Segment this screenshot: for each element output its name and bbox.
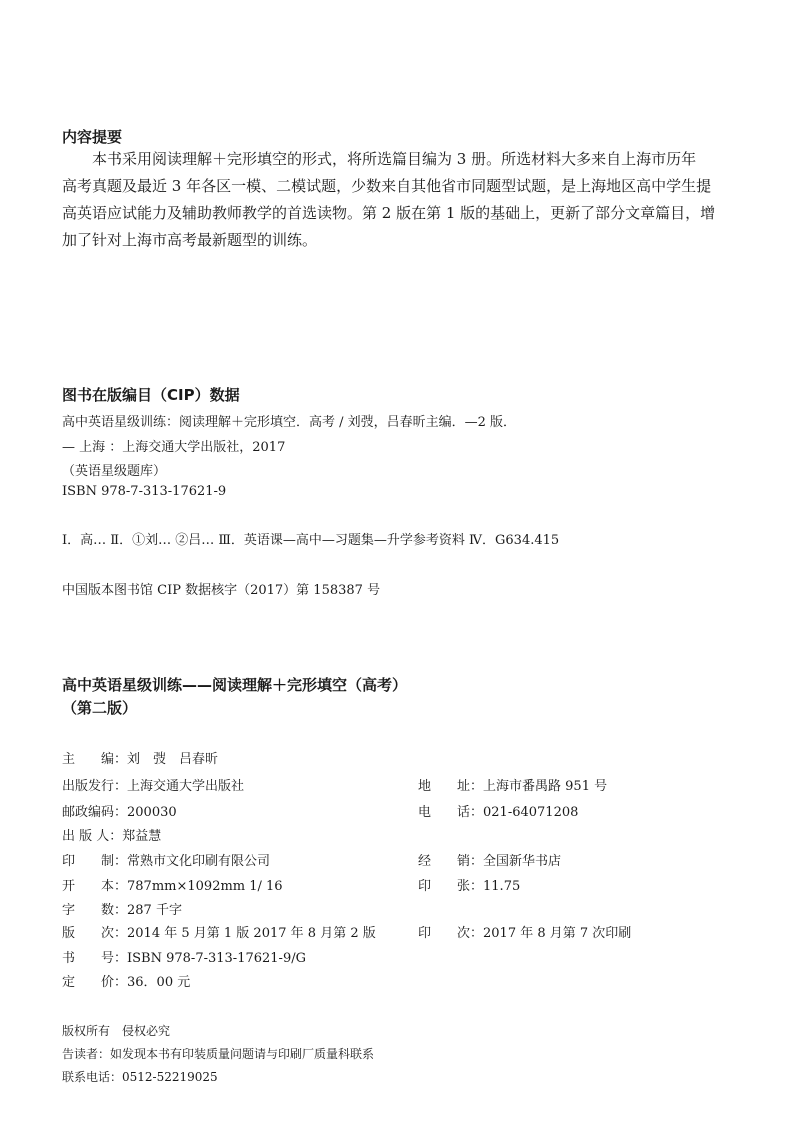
- field-label: 出 版 人：: [62, 829, 123, 844]
- book-edition: （第二版）: [62, 699, 138, 717]
- colophon-print-times: [418, 922, 631, 941]
- field-value: 36．00 元: [127, 975, 191, 990]
- colophon-distributor: [418, 850, 561, 869]
- colophon-editors: [62, 748, 218, 767]
- field-label: 电 话：: [418, 805, 484, 820]
- summary-line: 高英语应试能力及辅助教师教学的首选读物。第 2 版在第 1 版的基础上，更新了部分文章篇目，增: [62, 204, 716, 222]
- colophon-price: [62, 971, 190, 990]
- colophon-printer: [62, 850, 270, 869]
- colophon-publisher: [62, 775, 244, 794]
- colophon-publisher-person: [62, 825, 161, 844]
- cip-line-series: （英语星级题库）: [62, 464, 167, 479]
- field-label: 主 编：: [62, 752, 128, 767]
- field-value: 200030: [127, 805, 177, 820]
- field-label: 版 次：: [62, 926, 128, 941]
- field-label: 地 址：: [418, 779, 484, 794]
- book-title: 高中英语星级训练——阅读理解＋完形填空（高考）: [62, 676, 408, 694]
- cip-line-isbn: ISBN 978-7-313-17621-9: [62, 484, 227, 499]
- field-value: 2014 年 5 月第 1 版 2017 年 8 月第 2 版: [127, 926, 376, 941]
- summary-line: 本书采用阅读理解＋完形填空的形式，将所选篇目编为 3 册。所选材料大多来自上海市历年: [92, 150, 697, 168]
- summary-line: 高考真题及最近 3 年各区一模、二模试题，少数来自其他省市同题型试题，是上海地区高中学生提: [62, 177, 712, 195]
- summary-paragraph: [62, 146, 734, 254]
- colophon-edition-times: [62, 922, 376, 941]
- field-label: 出版发行：: [62, 779, 128, 794]
- field-value: 287 千字: [127, 903, 182, 918]
- field-label: 印 次：: [418, 926, 484, 941]
- summary-heading: 内容提要: [62, 128, 123, 146]
- field-label: 书 号：: [62, 951, 128, 966]
- cip-line-publisher: — 上海 ：上海交通大学出版社，2017: [62, 440, 286, 455]
- field-value: 021-64071208: [483, 805, 579, 820]
- field-value: 常熟市文化印刷有限公司: [127, 854, 271, 869]
- field-value: 刘 弢 吕春昕: [127, 752, 219, 767]
- field-value: 郑益慧: [122, 829, 162, 844]
- colophon-phone: [418, 801, 578, 820]
- cip-classification: Ⅰ．高… Ⅱ．①刘… ②吕… Ⅲ．英语课—高中—习题集—升学参考资料 Ⅳ．G634.415: [62, 533, 560, 548]
- field-value: 11.75: [483, 879, 521, 894]
- cip-heading: 图书在版编目（CIP）数据: [62, 386, 240, 404]
- colophon-postcode: [62, 801, 177, 820]
- field-value: 全国新华书店: [483, 854, 562, 869]
- colophon-address: [418, 775, 607, 794]
- colophon-format: [62, 875, 283, 894]
- field-label: 邮政编码：: [62, 805, 128, 820]
- field-value: 2017 年 8 月第 7 次印刷: [483, 926, 632, 941]
- field-label: 定 价：: [62, 975, 128, 990]
- cip-approval: 中国版本图书馆 CIP 数据核字（2017）第 158387 号: [62, 583, 381, 598]
- rights-reserved: 版权所有 侵权必究: [62, 1024, 171, 1038]
- field-value: 上海交通大学出版社: [127, 779, 245, 794]
- field-label: 印 张：: [418, 879, 484, 894]
- field-label: 经 销：: [418, 854, 484, 869]
- field-value: 787mm×1092mm 1/ 16: [127, 879, 283, 894]
- colophon-words: [62, 899, 182, 918]
- cip-line-title: 高中英语星级训练：阅读理解＋完形填空．高考 / 刘弢，吕春昕主编．—2 版．: [62, 415, 517, 430]
- field-label: 印 制：: [62, 854, 128, 869]
- summary-line: 加了针对上海市高考最新题型的训练。: [62, 231, 318, 249]
- field-value: ISBN 978-7-313-17621-9/G: [127, 951, 306, 966]
- field-value: 上海市番禺路 951 号: [483, 779, 608, 794]
- field-label: 开 本：: [62, 879, 128, 894]
- colophon-sheets: [418, 875, 520, 894]
- contact-phone: 联系电话：0512-52219025: [62, 1070, 218, 1084]
- field-label: 字 数：: [62, 903, 128, 918]
- colophon-isbn: [62, 947, 306, 966]
- reader-notice: 告读者：如发现本书有印装质量问题请与印刷厂质量科联系: [62, 1047, 375, 1061]
